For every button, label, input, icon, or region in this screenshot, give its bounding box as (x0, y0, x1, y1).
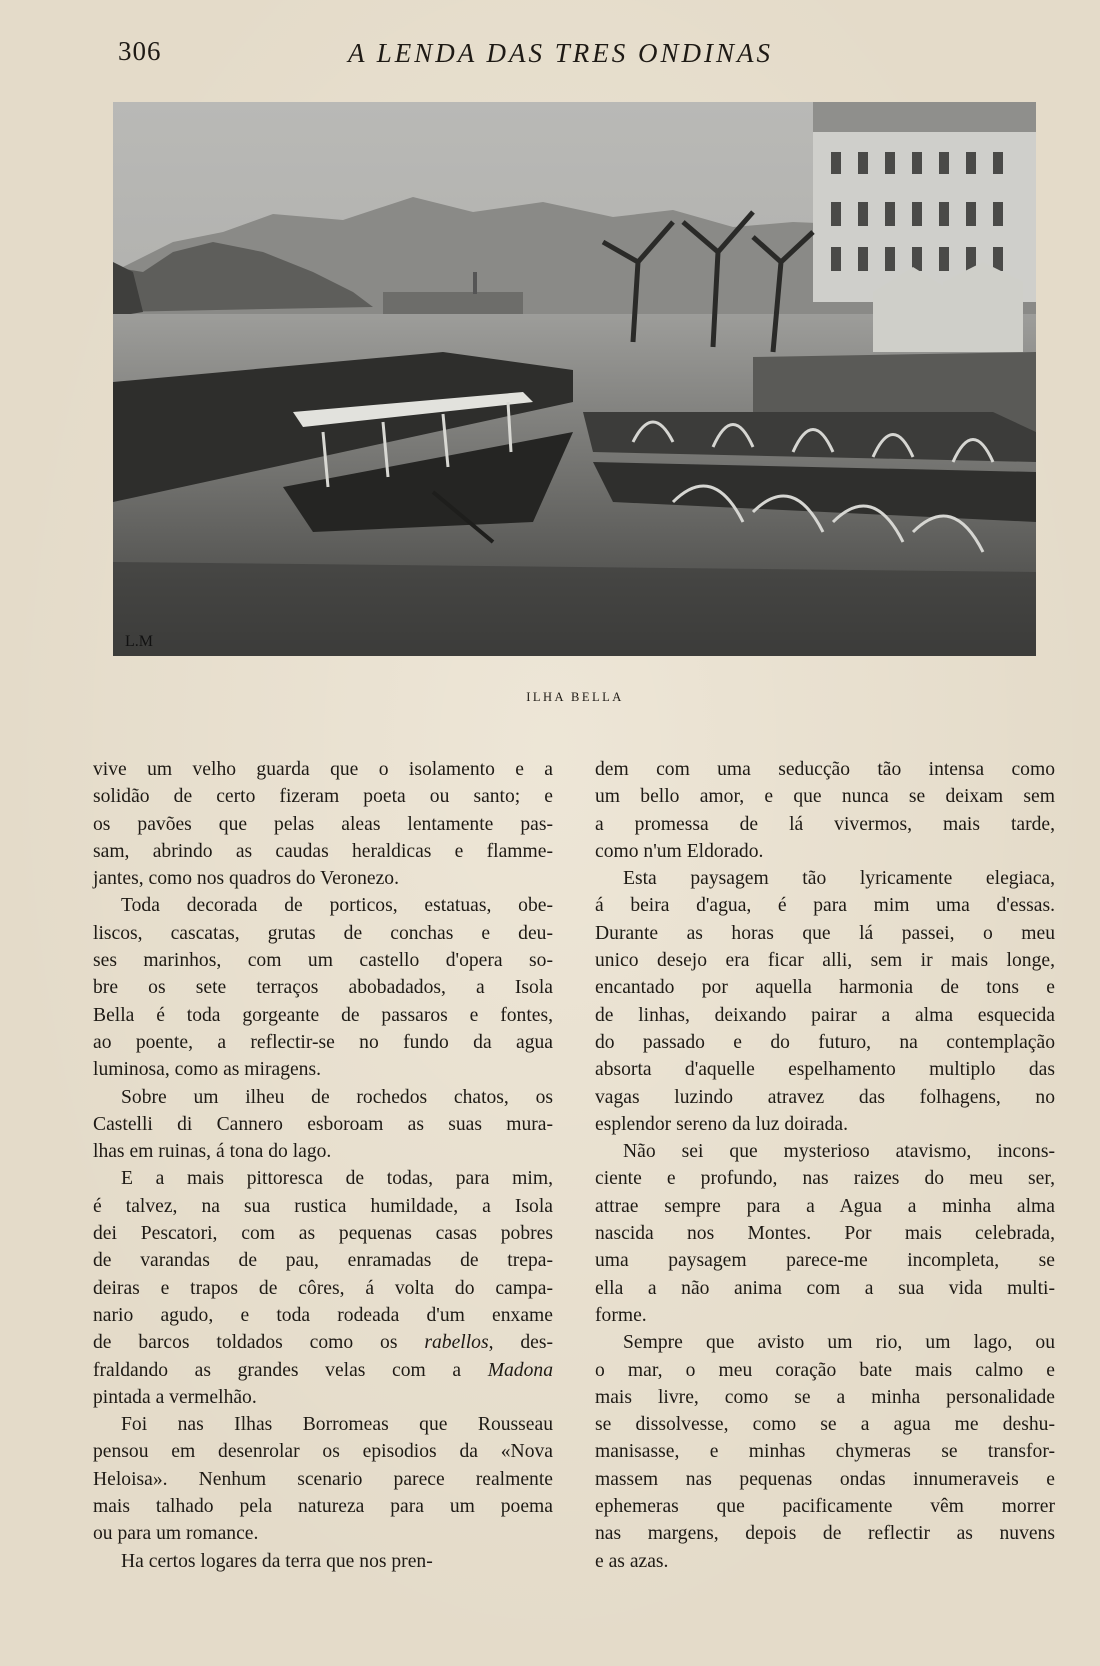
text-line: pensou em desenrolar os episodios da «Nova (93, 1441, 553, 1463)
text-line: E a mais pittoresca de todas, para mim, (121, 1168, 553, 1190)
text-line: vagas luzindo atravez das folhagens, no (595, 1086, 1055, 1108)
text-line: nas margens, depois de reflectir as nuvens (595, 1523, 1055, 1545)
text-line: esplendor sereno da luz doirada. (595, 1113, 848, 1135)
photo-illustration (113, 102, 1036, 656)
text-line: como n'um Eldorado. (595, 840, 764, 862)
text-line: de linhas, deixando pairar a alma esquecida (595, 1004, 1055, 1026)
text-line: e as azas. (595, 1550, 669, 1572)
page-header (118, 36, 998, 76)
text-line: sam, abrindo as caudas heraldicas e flamme- (93, 840, 553, 862)
island (383, 292, 523, 314)
text-line: o mar, o meu coração bate mais calmo e (595, 1359, 1055, 1381)
lake-photograph (113, 102, 1036, 656)
text-line: manisasse, e minhas chymeras se transfor- (595, 1441, 1055, 1463)
text-line: é talvez, na sua rustica humildade, a Isola (93, 1195, 553, 1217)
text-line: de varandas de pau, enramadas de trepa- (93, 1250, 553, 1272)
text-line: encantado por aquella harmonia de tons e (595, 977, 1055, 999)
text-line: solidão de certo fizeram poeta ou santo; e (93, 786, 553, 808)
text-line: se dissolvesse, como se a agua me deshu- (595, 1414, 1055, 1436)
text-line: jantes, como nos quadros do Veronezo. (93, 868, 399, 890)
text-line: do passado e do futuro, na contemplação (595, 1031, 1055, 1053)
italic-word: Madona (487, 1359, 553, 1381)
text-line: pintada a vermelhão. (93, 1386, 257, 1408)
text-line: Castelli di Cannero esboroam as suas mura- (93, 1113, 553, 1135)
text-line: ses marinhos, com um castello d'opera so- (93, 950, 553, 972)
figure-caption: ILHA BELLA (526, 690, 624, 704)
text-line: nario agudo, e toda rodeada d'um enxame (93, 1304, 553, 1326)
text-line: ella a não anima com a sua vida multi- (595, 1277, 1055, 1299)
text-line: massem nas pequenas ondas innumeraveis e (595, 1468, 1055, 1490)
text-line: lhas em ruinas, á tona do lago. (93, 1141, 332, 1163)
text-line: ao poente, a reflectir-se no fundo da agua (93, 1031, 553, 1053)
text-line: absorta d'aquelle espelhamento multiplo das (595, 1059, 1055, 1081)
text-line: Esta paysagem tão lyricamente elegiaca, (623, 868, 1055, 890)
text-line: ciente e profundo, nas raizes do meu ser, (595, 1168, 1055, 1190)
text-line: de barcos toldados como os rabellos, des- (93, 1332, 553, 1354)
text-line: Sobre um ilheu de rochedos chatos, os (121, 1086, 553, 1108)
text-line: Sempre que avisto um rio, um lago, ou (623, 1332, 1055, 1354)
text-line: Não sei que mysterioso atavismo, incons- (623, 1141, 1055, 1163)
text-line: uma paysagem parece-me incompleta, se (595, 1250, 1055, 1272)
text-line: Durante as horas que lá passei, o meu (595, 922, 1055, 944)
text-line: dei Pescatori, com as pequenas casas pobres (93, 1223, 553, 1245)
text-line: um bello amor, e que nunca se deixam sem (595, 786, 1055, 808)
running-title: A LENDA DAS TRES ONDINAS (348, 38, 774, 68)
text-line: nascida nos Montes. Por mais celebrada, (595, 1223, 1055, 1245)
text-line: ou para um romance. (93, 1523, 259, 1545)
text-line: mais talhado pela natureza para um poema (93, 1496, 553, 1518)
text-line: os pavões que pelas aleas lentamente pas- (93, 813, 553, 835)
text-line: deiras e trapos de côres, á volta do campa- (93, 1277, 553, 1299)
text-line: liscos, cascatas, grutas de conchas e deu- (93, 922, 553, 944)
text-line: á beira d'agua, é para mim uma d'essas. (595, 895, 1055, 917)
text-line: ephemeras que pacificamente vêm morrer (595, 1496, 1055, 1518)
text-line: Ha certos logares da terra que nos pren- (121, 1550, 433, 1572)
text-line: attrae sempre para a Agua a minha alma (595, 1195, 1055, 1217)
text-column-right (595, 756, 1055, 1575)
text-line: unico desejo era ficar alli, sem ir mais longe, (595, 950, 1055, 972)
text-line: Heloisa». Nenhum scenario parece realmente (93, 1468, 553, 1490)
text-line: fraldando as grandes velas com a Madona (93, 1359, 553, 1381)
text-line: dem com uma seducção tão intensa como (595, 759, 1055, 780)
text-line: luminosa, como as miragens. (93, 1059, 322, 1081)
photo-monogram: L.M (125, 633, 153, 650)
text-column-left (93, 756, 553, 1575)
text-line: Bella é toda gorgeante de passaros e fontes, (93, 1004, 553, 1026)
text-line: bre os sete terraços abobadados, a Isola (93, 977, 553, 999)
text-line: mais livre, como se a minha personalidade (595, 1386, 1055, 1408)
text-line: Toda decorada de porticos, estatuas, obe- (121, 895, 553, 917)
italic-word: rabellos (424, 1332, 489, 1354)
text-line: Foi nas Ilhas Borromeas que Rousseau (121, 1414, 553, 1436)
text-line: vive um velho guarda que o isolamento e a (93, 759, 553, 780)
text-line: a promessa de lá vivermos, mais tarde, (595, 813, 1055, 835)
text-line: forme. (595, 1304, 647, 1326)
page-number: 306 (118, 36, 162, 66)
